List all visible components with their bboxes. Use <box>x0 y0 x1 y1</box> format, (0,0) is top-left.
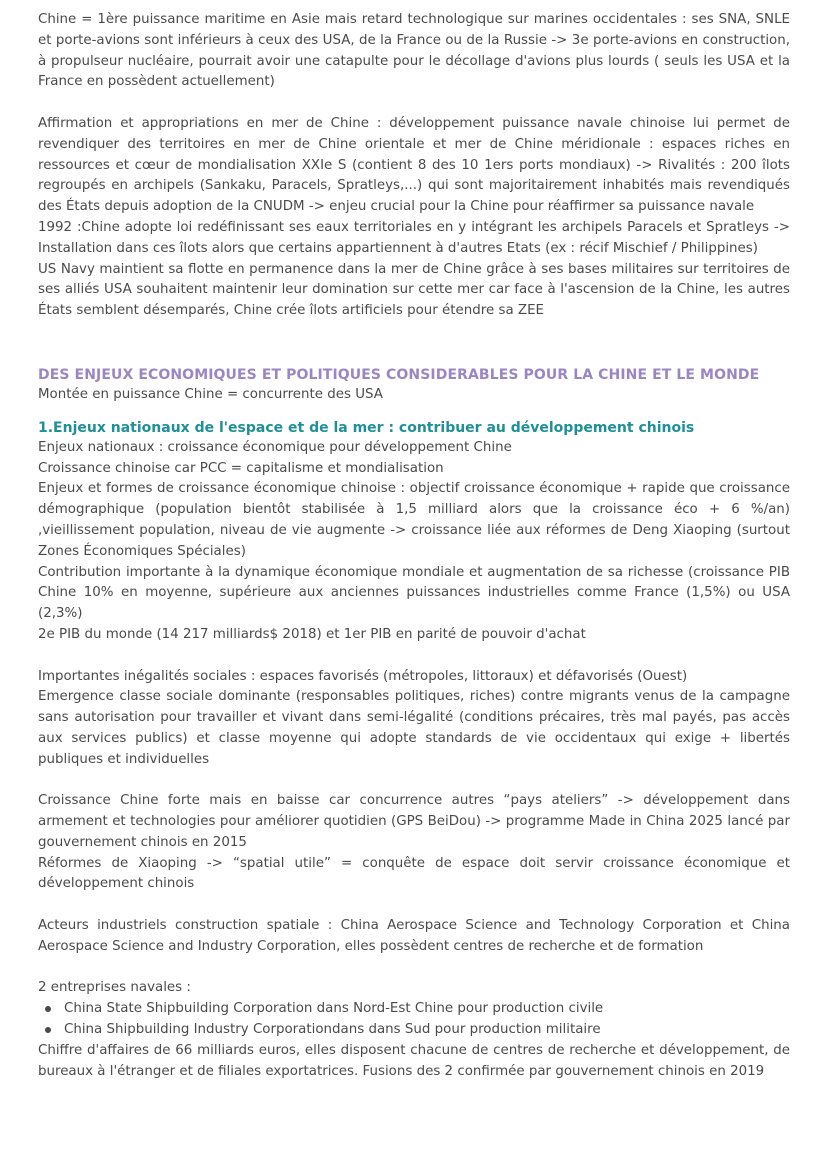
spacer <box>38 406 790 418</box>
paragraph-social-classes: Emergence classe sociale dominante (responsables politiques, riches) contre migrants venus de la campagne sans autorisation pour travailler et vivant dans semi-légalité (conditions précaires, très mal payés, pas accès aux services publics) et classe moyenne qui adopte standards de vie occidentaux qui exige + libertés publiques et individuelles <box>38 689 790 767</box>
spacer <box>38 646 790 667</box>
paragraph-1992-law: 1992 :Chine adopte loi redéfinissant ses eaux territoriales en y intégrant les archipels Paracels et Spratleys -> Installation dans ces îlots alors que certains appartiennent à d'autres Etats (ex : récif Mischief / Philippines) <box>38 219 790 256</box>
spacer <box>38 322 790 353</box>
paragraph-china-sea: Affirmation et appropriations en mer de Chine : développement puissance navale chinoise lui permet de revendiquer des territoires en mer de Chine orientale et mer de Chine méridionale : espaces riches en ressources et cœur de mondialisation XXIe S (contient 8 des 10 1ers ports mondiaux) -> Rivalités : 200 îlots regroupés en archipels (Sankaku, Paracels, Spratleys,...) qui sont majoritairement inhabités mais revendiqués des États depuis adoption de la CNUDM -> enjeu crucial pour la Chine pour réaffirmer sa puissance navale <box>38 115 790 215</box>
paragraph-naval-companies: 2 entreprises navales : <box>38 980 191 996</box>
paragraph-space-industry: Acteurs industriels construction spatiale : China Aerospace Science and Technology Corporation et China Aerospace Science and Industry Corporation, elles possèdent centres de recherche et de formation <box>38 918 790 954</box>
paragraph-turnover: Chiffre d'affaires de 66 milliards euros, elles disposent chacune de centres de recherche et développement, de bureaux à l'étranger et de filiales exportatrices. Fusions des 2 confirmée par gouvernement chinois en 2019 <box>38 1042 790 1079</box>
paragraph-naval-power: Chine = 1ère puissance maritime en Asie mais retard technologique sur marines occidentales : ses SNA, SNLE et porte-avions sont inférieurs à ceux des USA, de la France ou de la Russie -> 3e porte-avions en construction, à propulseur nucléaire, pourrait avoir une catapulte pour le décollage d'avions plus lourds ( seuls les USA et la France en possèdent actuellement) <box>38 12 790 90</box>
paragraph-growth-forms: Enjeux et formes de croissance économique chinoise : objectif croissance économique + rapide que croissance démographique (population bientôt stabilisée à 1,5 milliard alors que la croissance éco + 6 %/an) ,vieillissement population, niveau de vie augmente -> croissance liée aux réformes de Deng Xiaoping (surtout Zones Économiques Spéciales) <box>38 481 790 559</box>
line-pcc-growth: Croissance chinoise car PCC = capitalisme et mondialisation <box>38 460 444 476</box>
list-item: China State Shipbuilding Corporation dans Nord-Est Chine pour production civile <box>64 999 790 1020</box>
paragraph-gdp: 2e PIB du monde (14 217 milliards$ 2018) et 1er PIB en parité de pouvoir d'achat <box>38 626 586 642</box>
subsection-heading: 1.Enjeux nationaux de l'espace et de la mer : contribuer au développement chinois <box>38 419 695 436</box>
paragraph-spatial-utile: Réformes de Xiaoping -> “spatial utile” = conquête de espace doit servir croissance économique et développement chinois <box>38 855 790 892</box>
paragraph-inequalities: Importantes inégalités sociales : espaces favorisés (métropoles, littoraux) et défavorisés (Ouest) <box>38 668 688 684</box>
list-item: China Shipbuilding Industry Corporationdans dans Sud pour production militaire <box>64 1020 790 1041</box>
line-national-stakes: Enjeux nationaux : croissance économique pour développement Chine <box>38 439 512 455</box>
spacer <box>38 895 790 916</box>
paragraph-us-navy: US Navy maintient sa flotte en permanence dans la mer de Chine grâce à ses bases militaires sur territoires de ses alliés USA souhaitent maintenir leur domination sur cette mer car face à l'ascension de la Chine, les autres États semblent désemparés, Chine crée îlots artificiels pour étendre sa ZEE <box>38 261 790 319</box>
paragraph-world-economy: Contribution importante à la dynamique économique mondiale et augmentation de sa richesse (croissance PIB Chine 10% en moyenne, supérieure aux anciennes puissances industrielles comme France (1,5%) ou USA (2,3%) <box>38 564 790 622</box>
spacer <box>38 771 790 792</box>
spacer <box>38 93 790 114</box>
section-heading: DES ENJEUX ECONOMIQUES ET POLITIQUES CONSIDERABLES POUR LA CHINE ET LE MONDE <box>38 366 760 383</box>
document-content <box>38 10 790 1082</box>
spacer <box>38 353 790 365</box>
bullet-icon <box>45 1006 51 1012</box>
paragraph-made-in-china: Croissance Chine forte mais en baisse car concurrence autres “pays ateliers” -> développement dans armement et technologies pour améliorer quotidien (GPS BeiDou) -> programme Made in China 2025 lancé par gouvernement chinois en 2015 <box>38 793 790 850</box>
section-subtitle: Montée en puissance Chine = concurrente des USA <box>38 386 383 402</box>
bullet-icon <box>45 1027 51 1033</box>
naval-companies-list <box>38 999 790 1041</box>
spacer <box>38 958 790 979</box>
